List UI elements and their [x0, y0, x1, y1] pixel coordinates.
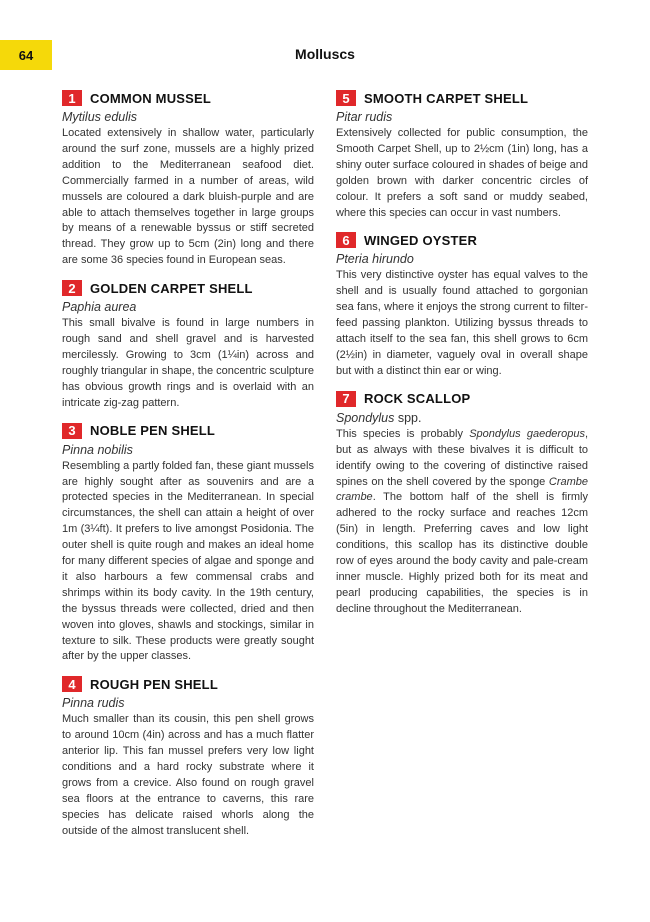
latin-name: Pteria hirundo	[336, 252, 414, 267]
entry-heading	[336, 88, 588, 108]
entry-heading	[62, 674, 314, 694]
entry-number-badge: 6	[336, 232, 356, 248]
page-number: 64	[18, 47, 34, 63]
latin-name: Mytilus edulis	[62, 110, 138, 124]
running-title: Molluscs	[295, 46, 355, 62]
entry-heading	[62, 421, 314, 441]
entry-number-badge: 1	[62, 90, 82, 106]
entry-text: Much smaller than its cousin, this pen shell grows to around 10cm (4in) across and has a much flatter anterior lip. This fan mussel prefers very low light conditions and a hard rocky substrate where it grows from a crevice. Also found on rough gravel sea floors at the entrance to caverns, this rare species has delicate raised whorls along the outside of the almost translucent shell.	[62, 713, 314, 837]
entry-number-badge: 4	[62, 676, 82, 692]
entry-text: This small bivalve is found in large numbers in rough sand and shell gravel and is harvested mercilessly. Growing to 3cm (1¼in) across and roughly triangular in shape, the concentric sculpture has obvious growth rings and is overlaid with an intricate zig-zag pattern.	[62, 317, 314, 409]
entry-title: COMMON MUSSEL	[90, 90, 212, 106]
latin-name: Pinna nobilis	[62, 442, 133, 457]
latin-name: Pinna rudis	[62, 696, 125, 711]
entry-text: This species is probably Spondylus gaederopus, but as always with these bivalves it is difficult to identify owing to the covering of distinctive raised spines on the shell covered by the sponge Crambe crambe. The bottom half of the shell is firmly adhered to the rocky surface and reaches 12cm (5in) in length. Preferring caves and low light conditions, this scallop has its distinctive double row of eyes around the body cavity and pale-cream inner muscle. Highly prized both for its meat and pearl producing capabilities, the species is in decline throughout the Mediterranean.	[336, 427, 589, 615]
inline-species-name: Crambe crambe	[336, 475, 588, 504]
entry-rough-pen-shell	[62, 674, 314, 839]
entry-winged-oyster	[336, 230, 588, 379]
entry-golden-carpet-shell	[62, 278, 314, 411]
entry-heading	[336, 389, 588, 409]
latin-name: Spondylus spp.	[336, 410, 422, 425]
entry-heading	[62, 88, 314, 108]
left-column	[62, 88, 314, 849]
entry-text: Resembling a partly folded fan, these giant mussels are highly sought after as souvenirs and are a protected species in the Mediterranean. In special circumstances, the shell can attain a height of over 1m (3¼ft). It prefers to live amongst Posidonia. The outer shell is quite rough and makes an ideal home for many different species of algae and sponge and it also harbours a few commensal crabs and shrimps within its body cavity. In the 19th century, the byssus threads were collected, dried and then woven into gloves, shawls and stockings, similar in texture to silk. These products were greatly sought after by the upper classes.	[62, 459, 314, 663]
entry-title: ROUGH PEN SHELL	[90, 676, 218, 692]
entry-text: Extensively collected for public consumption, the Smooth Carpet Shell, up to 2½cm (1in) long, has a shiny outer surface coloured in shades of beige and golden brown with darker concentric circles of colour. It prefers a soft sand or muddy seabed, where this species can occur in vast numbers.	[336, 127, 588, 219]
entry-number-badge: 2	[62, 280, 82, 296]
entry-title: SMOOTH CARPET SHELL	[364, 90, 529, 106]
latin-name: Paphia aurea	[62, 300, 137, 315]
entry-title: WINGED OYSTER	[364, 232, 478, 248]
inline-species-name: Spondylus gaederopus	[469, 427, 585, 440]
entry-heading	[336, 230, 588, 250]
latin-name: Pitar rudis	[336, 110, 393, 124]
entry-smooth-carpet-shell	[336, 88, 588, 221]
entry-heading	[62, 278, 314, 298]
entry-text: This very distinctive oyster has equal valves to the shell and is usually found attached to gorgonian sea fans, where it enjoys the strong current to filter-feed passing plankton. Utilizing byssus threads to attach itself to the sea fan, this shell grows to 6cm (2½in) in diameter, vaguely oval in overall shape but with a distinct thin ear or wing.	[336, 269, 588, 377]
entry-title: NOBLE PEN SHELL	[90, 423, 216, 439]
entry-common-mussel	[62, 88, 314, 269]
entry-text: Located extensively in shallow water, particularly around the surf zone, mussels are a highly prized addition to the Mediterranean seafood diet. Commercially farmed in a number of areas, wild mussels are coloured a dark bluish-purple and are able to attach themselves together in large groups by means of a renewable byssus or stiff secreted thread. They grow up to 5cm (2in) long and there are some 36 species found in European seas.	[62, 127, 314, 267]
entry-noble-pen-shell	[62, 421, 314, 666]
entry-title: GOLDEN CARPET SHELL	[90, 280, 253, 296]
right-column	[336, 88, 588, 849]
entry-title: ROCK SCALLOP	[364, 391, 471, 407]
entry-rock-scallop	[336, 389, 588, 618]
entry-number-badge: 3	[62, 423, 82, 439]
entry-number-badge: 5	[336, 90, 356, 106]
article-columns	[62, 88, 588, 849]
entry-number-badge: 7	[336, 391, 356, 407]
